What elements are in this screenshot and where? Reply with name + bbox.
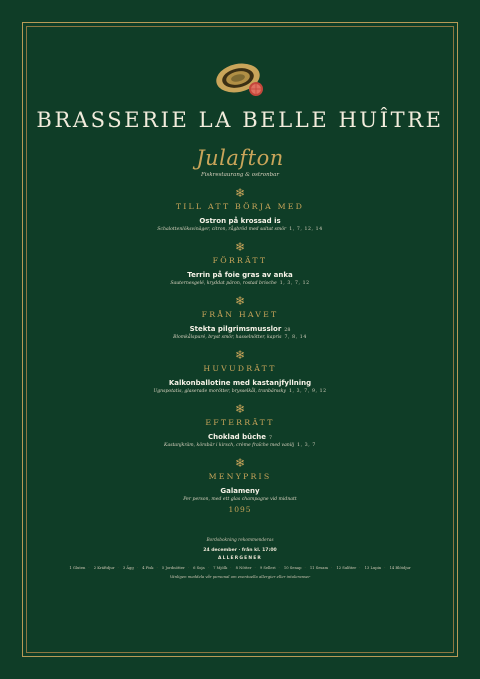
tagline: Fiskrestaurang & ostronbar: [200, 172, 280, 178]
allergen-item: 8 Nötter: [235, 566, 252, 570]
allergen-item: 7 Mjölk: [213, 566, 228, 570]
allergen-codes: 1, 3, 7: [297, 443, 316, 448]
allergen-item: 5 Jordnötter: [161, 566, 185, 570]
allergen-heading: ALLERGENER: [217, 556, 263, 561]
menu-content: [30, 56, 450, 579]
allergen-codes: 7, 8, 14: [284, 335, 307, 340]
menu-title: Julafton: [196, 146, 284, 170]
brand-name: BRASSERIE LA BELLE HUÎTRE: [36, 108, 444, 132]
allergen-item: 14 Blötdjur: [389, 566, 411, 570]
allergen-item: 12 Sulfiter: [336, 566, 357, 570]
allergen-item: 3 Ägg: [122, 566, 134, 570]
course-heading: HUVUDRÄTT: [203, 364, 277, 373]
dish-description: Per person, med ett glas champagne vid midnatt: [183, 497, 297, 502]
snowflake-icon: ❄: [234, 402, 246, 416]
course-heading: EFTERRÄTT: [205, 418, 275, 427]
allergy-disclaimer: Vänligen meddela vår personal om eventuella allergier eller intoleranser: [169, 574, 311, 579]
allergen-item: 2 Kräftdjur: [93, 566, 115, 570]
dish-name: Kalkonballotine med kastanjfyllning: [168, 379, 312, 387]
snowflake-icon: ❄: [234, 294, 246, 308]
course-starter: [30, 187, 450, 232]
allergen-item: 4 Fisk: [142, 566, 154, 570]
menu-price: 1095: [228, 505, 252, 514]
dish-description: Schalottenlöksvinäger, citron, rågbröd med saltat smör 1, 7, 12, 14: [157, 227, 323, 232]
dish-name: Terrin på foie gras av anka: [187, 271, 293, 279]
dish-name: Choklad bûche 7: [207, 433, 273, 441]
course-heading: FÖRRÄTT: [212, 256, 268, 265]
footer: [30, 538, 450, 579]
snowflake-icon: ❄: [234, 348, 246, 362]
allergen-codes: 1, 7, 12, 14: [289, 227, 323, 232]
snowflake-icon: ❄: [234, 186, 246, 200]
dish-code: 28: [284, 328, 291, 333]
dish-description: Ugnspotatis, glaserade morötter, brysselkål, tranbärssky 1, 3, 7, 9, 12: [153, 389, 327, 394]
allergen-item: 1 Gluten: [69, 566, 86, 570]
course-heading: FRÅN HAVET: [201, 310, 279, 319]
course-huvudratt: [30, 349, 450, 394]
dish-description: Kastanjkräm, körsbär i kirsch, crème fraîche med vanilj 1, 3, 7: [164, 443, 316, 448]
oyster-logo-icon: [208, 56, 272, 104]
allergen-item: 13 Lupin: [364, 566, 382, 570]
allergen-item: 11 Sesam: [309, 566, 328, 570]
allergen-item: 6 Soja: [193, 566, 205, 570]
course-menypris: [30, 457, 450, 514]
booking-note: Bordsbokning rekommenderas: [206, 538, 274, 543]
allergen-legend: 1 Gluten · 2 Kräftdjur · 3 Ägg · 4 Fisk · 5 Jordnötter · 6 Soja · 7 Mjölk · 8 Nötter · 9 Selleri · 10 Senap · 11 Sesam · 12 Sulfiter · 13 Lupin · 14 Blötdjur: [69, 566, 411, 570]
event-date: 24 december · från kl. 17:00: [203, 548, 277, 553]
allergen-codes: 1, 3, 7, 12: [279, 281, 310, 286]
dish-description: Sauternesgelé, kryddat päron, rostad brioche 1, 3, 7, 12: [170, 281, 310, 286]
snowflake-icon: ❄: [234, 240, 246, 254]
dish-description: Blomkålspuré, bryst smör, hasselnötter, kapris 7, 8, 14: [173, 335, 307, 340]
allergen-item: 10 Senap: [283, 566, 302, 570]
dish-name: Stekta pilgrimsmusslor 28: [189, 325, 291, 333]
course-forratt: [30, 241, 450, 286]
dish-name: Galameny: [220, 487, 260, 495]
snowflake-icon: ❄: [234, 456, 246, 470]
dish-name: Ostron på krossad is: [199, 217, 281, 225]
dish-code: 7: [268, 436, 273, 441]
course-heading: TILL ATT BÖRJA MED: [175, 202, 305, 211]
course-efterratt: [30, 403, 450, 448]
allergen-codes: 1, 3, 7, 9, 12: [289, 389, 327, 394]
allergen-item: 9 Selleri: [259, 566, 276, 570]
course-heading: MENYPRIS: [208, 472, 272, 481]
course-fran-havet: [30, 295, 450, 340]
